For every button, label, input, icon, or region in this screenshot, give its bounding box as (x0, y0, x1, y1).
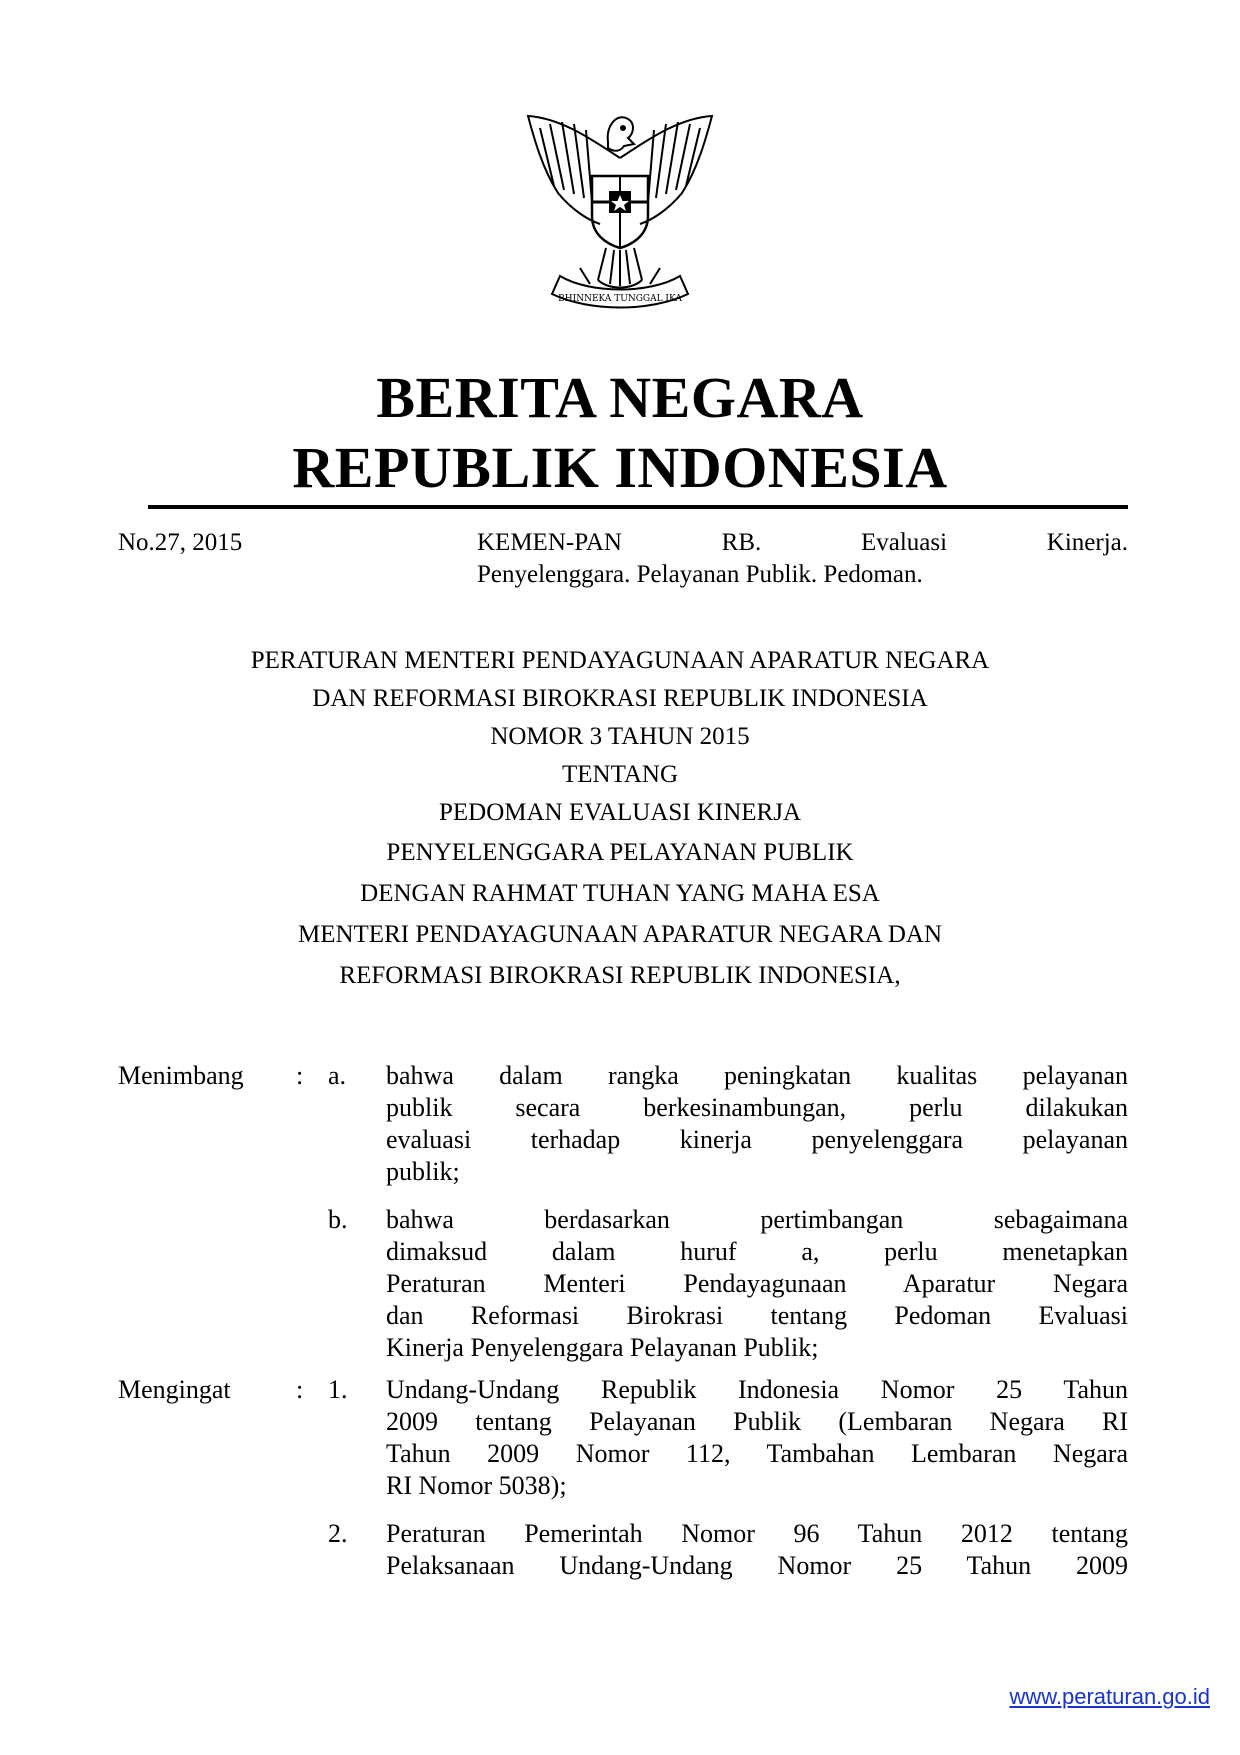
text-line: Peraturan Pemerintah Nomor 96 Tahun 2012 tentang (386, 1519, 1128, 1548)
text-line: dan Reformasi Birokrasi tentang Pedoman Evaluasi (386, 1301, 1128, 1330)
title-line: DENGAN RAHMAT TUHAN YANG MAHA ESA (360, 880, 880, 907)
regulation-title (0, 642, 1240, 996)
item-text (386, 1374, 1128, 1502)
text-line: Peraturan Menteri Pendayagunaan Aparatur Negara (386, 1269, 1128, 1298)
title-line: REFORMASI BIROKRASI REPUBLIK INDONESIA, (339, 962, 901, 989)
item-number: b. (328, 1205, 348, 1234)
text-line: publik; (386, 1157, 460, 1186)
title-line: PEDOMAN EVALUASI KINERJA (438, 799, 802, 826)
text-line: 2009 tentang Pelayanan Publik (Lembaran Negara RI (386, 1407, 1128, 1436)
title-line: PENYELENGGARA PELAYANAN PUBLIK (386, 839, 854, 866)
item-text (386, 1060, 1128, 1188)
text-line: Kinerja Penyelenggara Pelayanan Publik; (386, 1333, 819, 1362)
title-line: MENTERI PENDAYAGUNAAN APARATUR NEGARA DAN (297, 921, 943, 948)
text-line: RI Nomor 5038); (386, 1471, 567, 1500)
gazette-number: No.27, 2015 (118, 529, 243, 556)
item-number: 2. (328, 1519, 348, 1548)
text-line: evaluasi terhadap kinerja penyelenggara pelayanan (386, 1125, 1128, 1154)
subject-line2: Penyelenggara. Pelayanan Publik. Pedoman. (477, 561, 923, 588)
masthead-title-line1: BERITA NEGARA (376, 365, 864, 430)
subject-word: Kinerja. (1046, 529, 1128, 556)
item-text (386, 1518, 1128, 1582)
title-line: PERATURAN MENTERI PENDAYAGUNAAN APARATUR NEGARA (250, 647, 990, 674)
text-line: bahwa dalam rangka peningkatan kualitas pelayanan (386, 1061, 1128, 1090)
title-line: NOMOR 3 TAHUN 2015 (490, 723, 750, 750)
item-number: 1. (328, 1375, 348, 1404)
subject-word: Evaluasi (860, 529, 948, 556)
title-line: DAN REFORMASI BIROKRASI REPUBLIK INDONESIA (312, 685, 928, 712)
text-line: Pelaksanaan Undang-Undang Nomor 25 Tahun 2009 (386, 1551, 1128, 1580)
item-text (386, 1204, 1128, 1364)
gazette-subject (477, 527, 1128, 591)
text-line: Undang-Undang Republik Indonesia Nomor 25 Tahun (386, 1375, 1128, 1404)
svg-text:BHINNEKA TUNGGAL IKA: BHINNEKA TUNGGAL IKA (558, 294, 682, 304)
item-number: a. (328, 1061, 347, 1090)
text-line: dimaksud dalam huruf a, perlu menetapkan (386, 1237, 1128, 1266)
masthead-divider (148, 505, 1128, 509)
colon: : (296, 1061, 304, 1090)
subject-word: KEMEN-PAN (477, 529, 622, 556)
subject-word: RB. (721, 529, 762, 556)
text-line: bahwa berdasarkan pertimbangan sebagaimana (386, 1205, 1128, 1234)
text-line: publik secara berkesinambungan, perlu dilakukan (386, 1093, 1128, 1122)
mengingat-label: Mengingat (118, 1375, 231, 1404)
text-line: Tahun 2009 Nomor 112, Tambahan Lembaran Negara (386, 1439, 1128, 1468)
title-line: TENTANG (561, 761, 679, 788)
menimbang-label: Menimbang (118, 1061, 244, 1090)
colon: : (296, 1375, 304, 1404)
garuda-emblem-icon (520, 98, 720, 312)
masthead-title-line2: REPUBLIK INDONESIA (292, 435, 948, 500)
footer-website-link[interactable]: www.peraturan.go.id (1009, 1684, 1210, 1709)
